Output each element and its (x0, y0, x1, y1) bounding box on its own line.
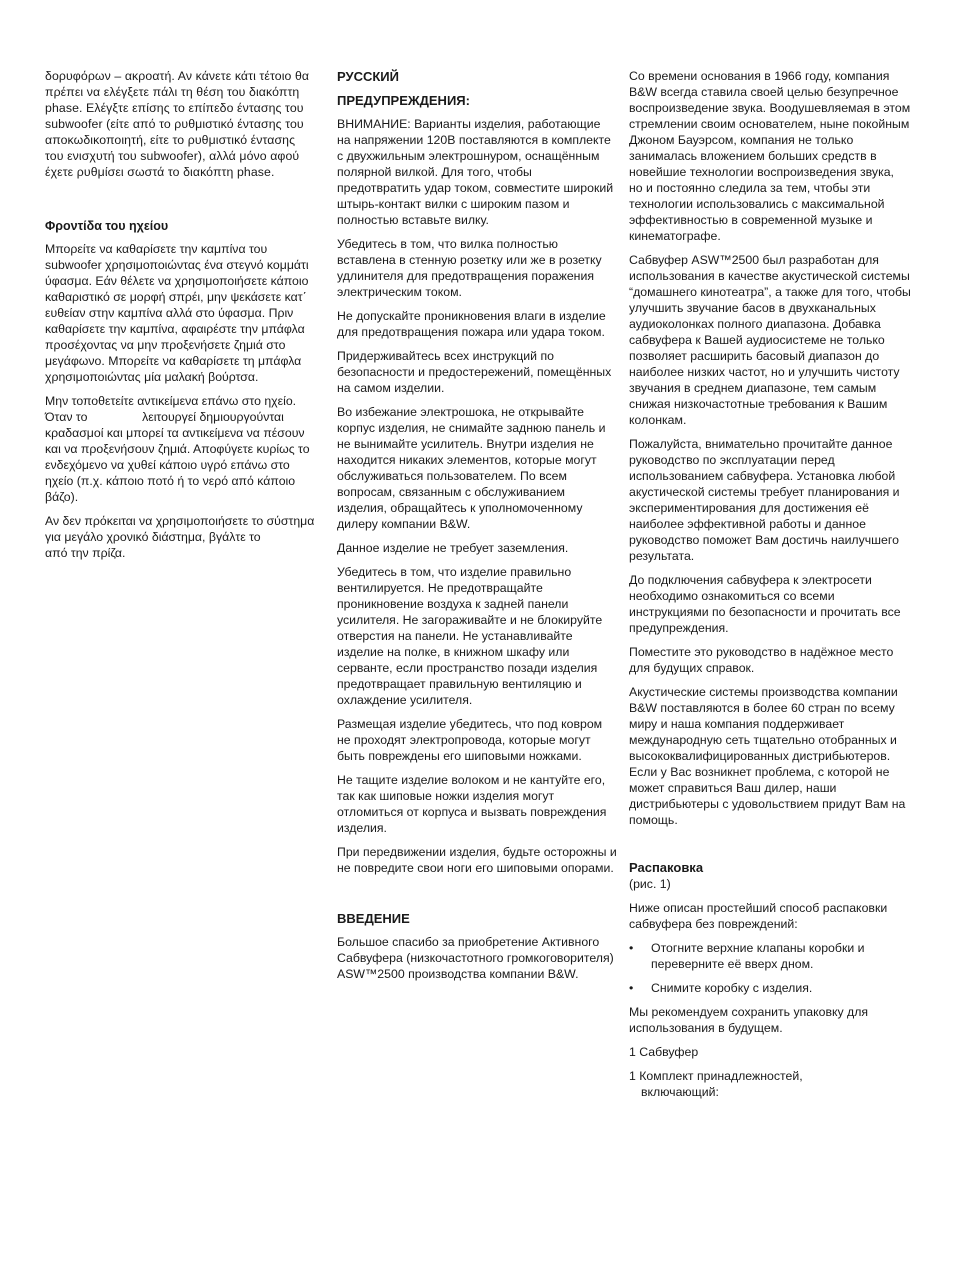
paragraph: Со времени основания в 1966 году, компания B&W всегда ставила своей целью безупречное воспроизведение звука. Воодушевляемая в этом стремлении своим основателем, ныне покойным Джоном Бауэрсом, компания не только занималась вложением больших средств в новейшие технологии воспроизведения звука, но и постоянно следила за тем, чтобы эти технологии использовались с максимальной эффективностью в современной музыке и кинематографе. (629, 69, 911, 243)
paragraph: Большое спасибо за приобретение Активного Сабвуфера (низкочастотного громкоговорителя) ASW™2500 производства компании B&W. (337, 935, 614, 981)
contents-item: 1 Комплект принадлежностей, включающий: (629, 1069, 803, 1099)
paragraph: Убедитесь в том, что изделие правильно вентилируется. Не предотвращайте проникновение воздуха к задней панели усилителя. Не загораживайте и не блокируйте отверстия на панели. Не устанавливайте изделие на полке, в книжном шкафу или серванте, если пространство позади изделия предотвращает правильную вентиляцию и охлаждение усилителя. (337, 565, 603, 707)
paragraph: Акустические системы производства компании B&W поставляются в более 60 стран по всему миру и наша компания поддерживает международную сеть тщательно отобранных и высококвалифицированных дистрибьютеров. Если у Вас возникнет проблема, с которой не может справиться Ваш дилер, наши дистрибьютеры с удовольствием придут Вам на помощь. (629, 685, 906, 827)
figure-reference: (рис. 1) (629, 877, 671, 891)
paragraph: Придерживайтесь всех инструкций по безопасности и предостережений, помещённых на самом изделии. (337, 349, 612, 395)
section-heading-speaker-care: Φροντίδα του ηχείου (45, 219, 169, 233)
paragraph: До подключения сабвуфера к электросети необходимо ознакомиться со всеми инструкциями по безопасности и прочитать все предупреждения. (629, 573, 901, 635)
paragraph: Убедитесь в том, что вилка полностью вставлена в стенную розетку или же в розетку удлинителя для предотвращения поражения электрическим током. (337, 237, 602, 299)
paragraph: Мы рекомендуем сохранить упаковку для использования в будущем. (629, 1005, 869, 1035)
list-item: • Снимите коробку с изделия. (629, 981, 813, 995)
paragraph: Сабвуфер ASW™2500 был разработан для использования в качестве акустической системы “домашнего кинотеатра”, а также для того, чтобы улучшить звучание басов в двухканальных аудиоколонках полного диапазона. Добавка сабвуфера к Вашей аудиосистеме не только позволяет расширить басовый диапазон до наиболее низких частот, но и улучшить чистоту звучания в среднем диапазоне, тем самым снижая низкочастотные требования к Вашим колонкам. (629, 253, 911, 427)
paragraph: Μπορείτε να καθαρίσετε την καμπίνα του subwoofer χρησιμοποιώντας ένα στεγνό κομμάτι ύφασμα. Εάν θέλετε να χρησιμοποιήσετε κάποιο καθαριστικό σε μορφή σπρέι, μην ψεκάσετε κατ΄ ευθείαν στην καμπίνα αλλά στο ύφασμα. Πριν καθαρίσετε την καμπίνα, αφαιρέστε την μπάφλα προσέχοντας να μην προξενήσετε ζημιά στο μεγάφωνο. Μπορείτε να καθαρίσετε τη μπάφλα χρησιμοποιώντας μία μαλακή βούρτσα. (45, 242, 309, 384)
paragraph: Поместите это руководство в надёжное место для будущих справок. (629, 645, 894, 675)
paragraph: Размещая изделие убедитесь, что под ковром не проходят электропровода, которые могут быть повреждены его шиповыми ножками. (337, 717, 603, 763)
column-greek (45, 68, 317, 569)
warnings-heading: ПРЕДУПРЕЖДЕНИЯ: (337, 93, 470, 108)
paragraph: Αν δεν πρόκειται να χρησιμοποιήσετε το σύστημα για μεγάλο χρονικό διάστημα, βγάλτε το από την πρίζα. (45, 514, 318, 560)
introduction-heading: ВВЕДЕНИЕ (337, 911, 410, 926)
column-russian-warnings (337, 68, 617, 990)
list-item: • Отогните верхние клапаны коробки и переверните её вверх дном. (629, 941, 865, 971)
language-heading: РУССКИЙ (337, 69, 399, 84)
paragraph: Данное изделие не требует заземления. (337, 541, 569, 555)
unpacking-heading: Распаковка (629, 860, 704, 875)
paragraph: δορυφόρων – ακροατή. Αν κάνετε κάτι τέτοιο θα πρέπει να ελέγξετε πάλι τη θέση του διακόπτη phase. Ελέγξτε επίσης το επίπεδο έντασης του subwoofer (είτε από το ρυθμιστικό έντασης του αποκωδικοποιητή, είτε το ρυθμιστικό έντασης του ενισχυτή του subwoofer), αλλά μόνο αφού έχετε ρυθμίσει σωστά το διακόπτη phase. (45, 69, 310, 179)
bullet-icon: • (629, 981, 634, 995)
paragraph: Во избежание электрошока, не открывайте корпус изделия, не снимайте заднюю панель и не вынимайте усилитель. Внутри изделия не находится никаких элементов, которые могут обслуживаться пользователем. По всем вопросам, связанным с обслуживанием изделия, обращайтесь к уполномоченному дилеру компании B&W. (337, 405, 606, 531)
paragraph: Не тащите изделие волоком и не кантуйте его, так как шиповые ножки изделия могут отломиться от корпуса и вызвать повреждения изделия. (337, 773, 607, 835)
paragraph: Ниже описан простейший способ распаковки сабвуфера без повреждений: (629, 901, 888, 931)
contents-item: 1 Сабвуфер (629, 1045, 699, 1059)
bullet-icon: • (629, 941, 634, 955)
paragraph: ВНИМАНИЕ: Варианты изделия, работающие на напряжении 120В поставляются в комплекте с двухжильным электрошнуром, оснащённым полярной вилкой. Для того, чтобы предотвратить удар током, совместите широкий штырь-контакт вилки с широким пазом и полностью вставьте вилку. (337, 117, 614, 227)
paragraph: Μην τοποθετείτε αντικείμενα επάνω στο ηχείο. Όταν το λειτουργεί δημιουργούνται κραδασμοί και μπορεί τα αντικείμενα να πέσουν και να προξενήσουν ζημιά. Αποφύγετε κυρίως το ενδεχόμενο να χυθεί κάποιο υγρό επάνω στο ηχείο (π.χ. κάποιο ποτό ή το νερό από κάποιο βάζο). (45, 394, 313, 504)
paragraph: Не допускайте проникновения влаги в изделие для предотвращения пожара или удара током. (337, 309, 606, 339)
column-russian-intro (629, 68, 911, 1100)
paragraph: При передвижении изделия, будьте осторожны и не повредите свои ноги его шиповыми опорами. (337, 845, 617, 875)
paragraph: Пожалуйста, внимательно прочитайте данное руководство по эксплуатации перед использованием сабвуфера. Установка любой акустической системы требует планирования и экспериментирования для достижения её наиболее эффективной работы и данное руководство поможет Вам достичь наилучшего результата. (629, 437, 900, 563)
